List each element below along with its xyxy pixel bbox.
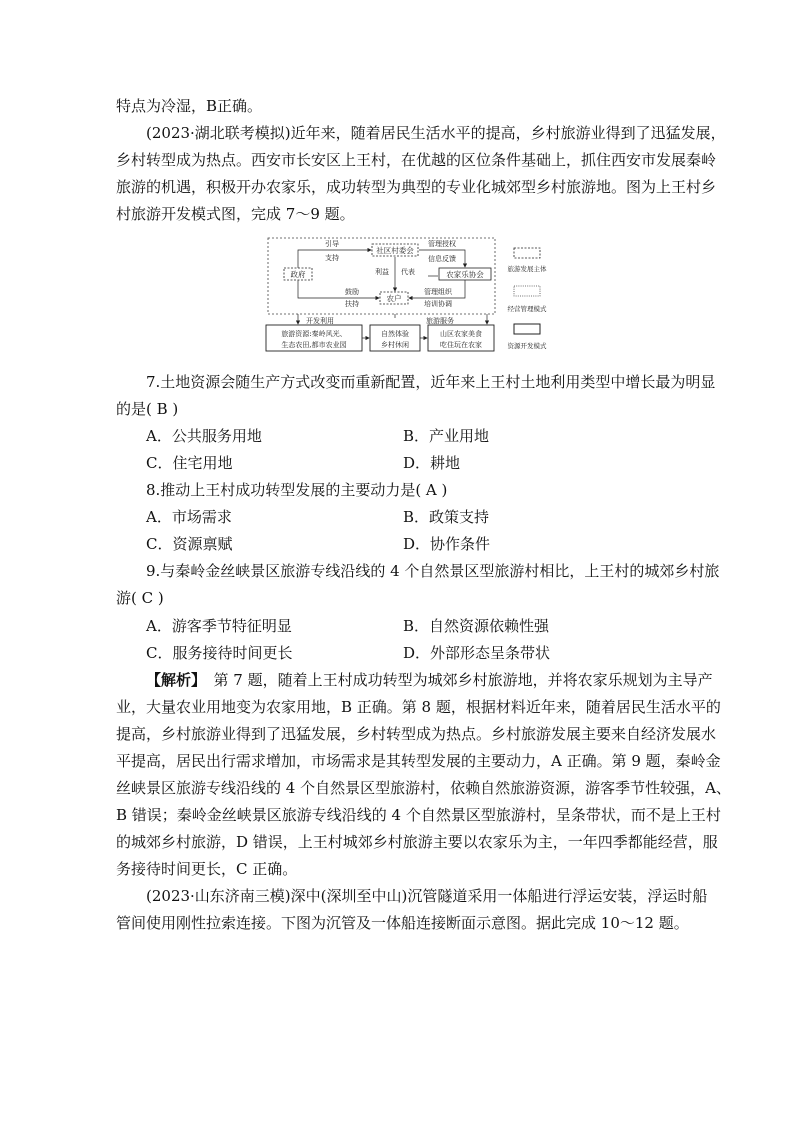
label-represent: 代表 (401, 268, 415, 276)
analysis-tag: 【解析】 (146, 671, 199, 689)
label-train: 培训协调 (424, 300, 452, 308)
intro-tail: 特点为冷湿，B正确。 (116, 97, 263, 115)
analysis-text: 第 7 题，随着上王村成功转型为城郊乡村旅游地，并将农家乐规划为主导产 (198, 671, 713, 689)
analysis-line: 的城郊乡村旅游，D 错误，上王村城郊乡村旅游主要以农家乐为主，一年四季都能经营，服 (116, 833, 718, 851)
q9-stem: 游( C ) (116, 589, 164, 607)
label-guide: 引导 (325, 240, 339, 248)
q8-stem: 8.推动上王村成功转型发展的主要动力是( A ) (146, 481, 448, 499)
analysis-line: 业，大量农业用地变为农家用地，B 正确。第 8 题，根据材料近年来，随着居民生活水平的 (116, 698, 721, 716)
coop-label: 农家乐协会 (446, 270, 484, 279)
analysis-line: 平提高，居民出行需求增加，市场需求是其转型发展的主要动力，A 正确。第 9 题，秦岭金 (116, 752, 721, 770)
label-auth: 管理授权 (428, 240, 456, 248)
analysis-line: B 错误；秦岭金丝峡景区旅游专线沿线的 4 个自然景区型旅游村，呈条带状，而不是上王村 (116, 806, 721, 824)
passage1-line: 旅游的机遇，积极开办农家乐，成功转型为典型的专业化城郊型乡村旅游地。图为上王村乡 (116, 178, 717, 196)
label-develop: 开发利用 (306, 317, 334, 325)
resource-line1: 旅游资源:秦岭风光、 (281, 330, 347, 338)
legend-solid-box (514, 324, 540, 334)
label-service: 旅游服务 (426, 317, 454, 325)
label-feedback: 信息反馈 (428, 255, 456, 263)
q7-option-c: C．住宅用地 (146, 454, 233, 472)
nature-line1: 自然体验 (381, 330, 409, 338)
q9-stem: 9.与秦岭金丝峡景区旅游专线沿线的 4 个自然景区型旅游村相比，上王村的城郊乡村旅 (146, 562, 720, 580)
analysis-line: 务接待时间更长，C 正确。 (116, 860, 298, 878)
legend-resource: 资源开发模式 (507, 342, 547, 350)
passage1-line: (2023·湖北联考模拟)近年来，随着居民生活水平的提高，乡村旅游业得到了迅猛发展， (146, 124, 726, 142)
q9-option-a: A．游客季节特征明显 (146, 617, 292, 635)
resource-line2: 生态农田,都市农业园 (281, 341, 347, 349)
q7-stem: 的是( B ) (116, 400, 179, 418)
label-interest: 利益 (375, 268, 389, 276)
q7-option-b: B．产业用地 (403, 427, 490, 445)
nature-line2: 乡村休闲 (381, 341, 409, 349)
passage1-line: 乡村转型成为热点。西安市长安区上王村，在优越的区位条件基础上，抓住西安市发展秦岭 (116, 151, 717, 169)
label-mgmt: 管理组织 (424, 288, 452, 296)
q8-option-d: D．协作条件 (403, 535, 491, 553)
analysis-line: 提高，乡村旅游业得到了迅猛发展，乡村转型成为热点。乡村旅游发展主要来自经济发展水 (116, 725, 717, 743)
food-line1: 山区农家美食 (440, 330, 482, 338)
q9-option-c: C．服务接待时间更长 (146, 644, 293, 662)
label-encourage: 鼓励 (345, 288, 359, 296)
legend-subject: 旅游发展主体 (507, 265, 547, 273)
food-line2: 吃住玩在农家 (440, 341, 482, 349)
passage2-line: 管间使用刚性拉索连接。下图为沉管及一体船连接断面示意图。据此完成 10～12 题。 (116, 914, 689, 932)
legend-dashed-box (514, 248, 540, 258)
label-support: 支持 (325, 254, 339, 262)
analysis-first-line (146, 670, 713, 690)
q8-option-c: C．资源禀赋 (146, 535, 233, 553)
q8-option-b: B．政策支持 (403, 508, 490, 526)
q9-option-d: D．外部形态呈条带状 (403, 644, 551, 662)
q7-stem: 7.土地资源会随生产方式改变而重新配置，近年来上王村土地利用类型中增长最为明显 (146, 373, 716, 391)
village-label: 社区村委会 (376, 246, 414, 255)
q7-option-d: D．耕地 (403, 454, 461, 472)
tourism-development-diagram (262, 234, 552, 358)
q9-option-b: B．自然资源依赖性强 (403, 617, 550, 635)
legend-dotted-box (514, 286, 540, 296)
q8-option-a: A．市场需求 (146, 508, 232, 526)
farmer-label: 农户 (386, 294, 402, 303)
legend-manage: 经营管理模式 (507, 305, 547, 313)
passage2-line: (2023·山东济南三模)深中(深圳至中山)沉管隧道采用一体船进行浮运安装，浮运时船 (146, 887, 708, 905)
label-assist: 扶持 (345, 300, 359, 308)
passage1-line: 村旅游开发模式图，完成 7～9 题。 (116, 205, 355, 223)
gov-label: 政府 (290, 270, 306, 279)
analysis-line: 丝峡景区旅游专线沿线的 4 个自然景区型旅游村，依赖自然旅游资源，游客季节性较强，A、 (116, 779, 731, 797)
q7-option-a: A．公共服务用地 (146, 427, 262, 445)
